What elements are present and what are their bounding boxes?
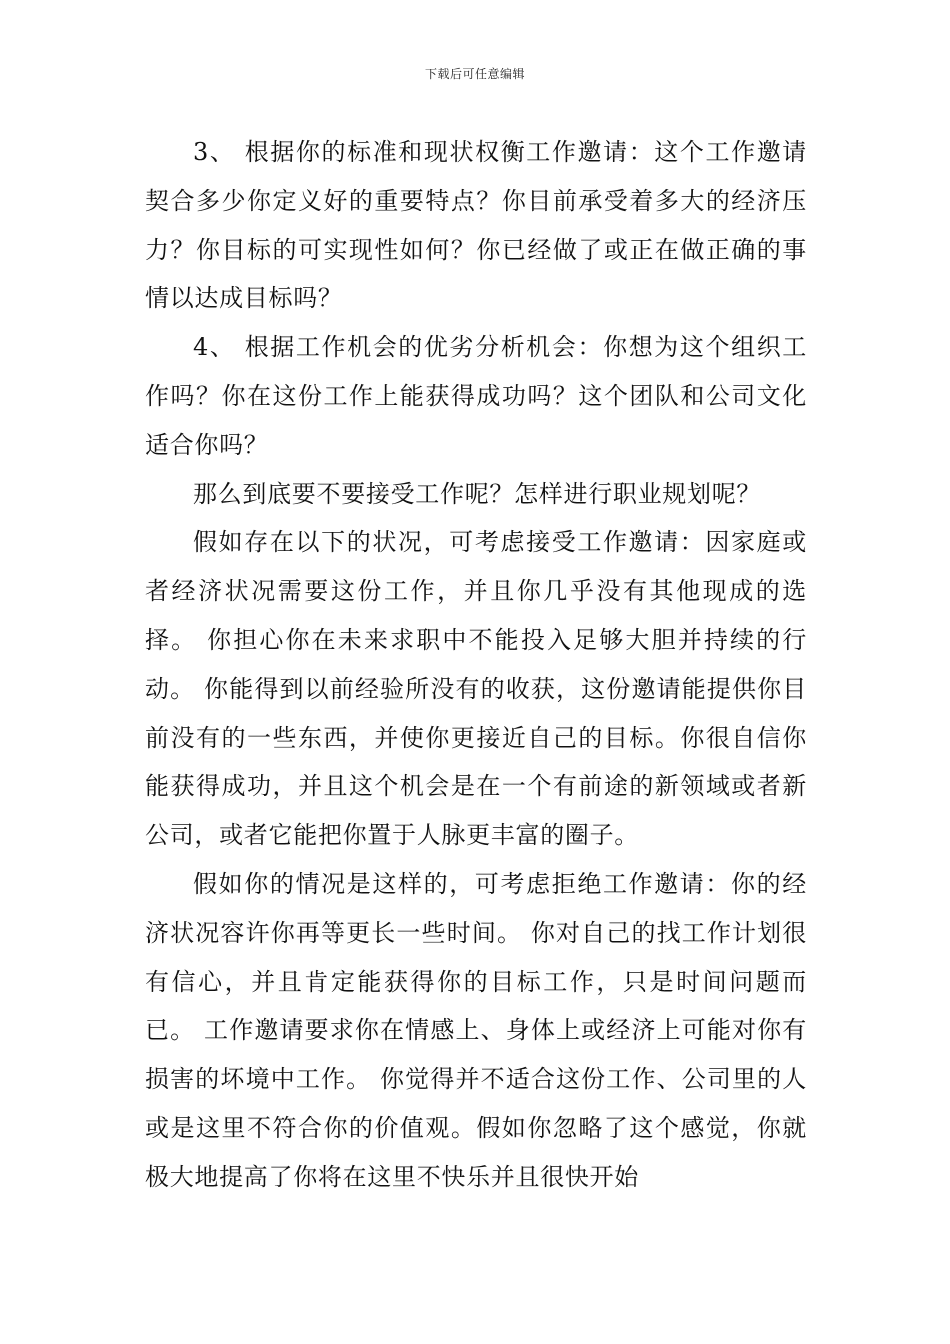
page-header-note: 下载后可任意编辑 — [424, 67, 525, 81]
paragraph-item-4: 4、 根据工作机会的优劣分析机会：你想为这个组织工作吗？你在这份工作上能获得成功吗？这个团队和公司文化适合你吗？ — [145, 333, 807, 459]
paragraph-question: 那么到底要不要接受工作呢？怎样进行职业规划呢？ — [193, 479, 762, 508]
document-body — [145, 128, 807, 1202]
paragraph-item-3: 3、 根据你的标准和现状权衡工作邀请：这个工作邀请契合多少你定义好的重要特点？你目前承受着多大的经济压力？你目标的可实现性如何？你已经做了或正在做正确的事情以达成目标吗？ — [145, 138, 807, 313]
paragraph-reject-offer: 假如你的情况是这样的，可考虑拒绝工作邀请：你的经济状况容许你再等更长一些时间。 你对自己的找工作计划很有信心，并且肯定能获得你的目标工作，只是时间问题而已。 工作邀请要求你在情感上、身体上或经济上可能对你有损害的坏境中工作。 你觉得并不适合这份工作、公司里的人或是这里不符合你的价值观。假如你忽略了这个感觉，你就极大地提高了你将在这里不快乐并且很快开始 — [145, 869, 807, 1191]
paragraph-accept-offer: 假如存在以下的状况，可考虑接受工作邀请：因家庭或者经济状况需要这份工作，并且你几乎没有其他现成的选择。 你担心你在未来求职中不能投入足够大胆并持续的行动。 你能得到以前经验所没有的收获，这份邀请能提供你目前没有的一些东西，并使你更接近自己的目标。你很自信你能获得成功，并且这个机会是在一个有前途的新领域或者新公司，或者它能把你置于人脉更丰富的圈子。 — [145, 528, 807, 850]
